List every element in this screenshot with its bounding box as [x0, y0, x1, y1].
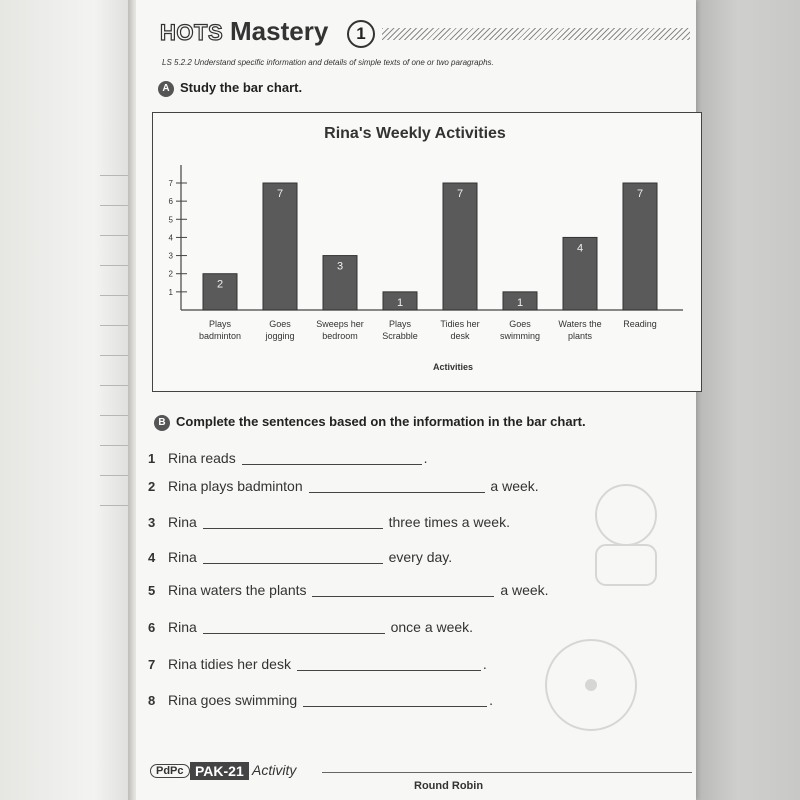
learning-standard: LS 5.2.2 Understand specific information and details of simple texts of one or two paragraphs.: [162, 58, 494, 67]
y-tick-label: 2: [168, 269, 173, 279]
bar-5: [443, 183, 477, 310]
bar-data-label: 7: [276, 188, 284, 200]
category-label: jogging: [265, 331, 295, 341]
sentence-2: 2 Rina plays badminton a week.: [148, 478, 539, 494]
footer-divider: [322, 772, 692, 773]
category-label: Plays: [208, 319, 232, 329]
left-page: [0, 0, 135, 800]
worksheet-page: [136, 0, 696, 800]
bar-data-label: 1: [516, 296, 524, 309]
page-title: Mastery: [230, 16, 329, 46]
sentence-8: 8 Rina goes swimming .: [148, 692, 493, 708]
chart-title: Rina's Weekly Activities: [324, 125, 506, 142]
y-tick-label: 5: [168, 215, 173, 225]
y-tick-label: 3: [168, 251, 173, 261]
answer-blank-1[interactable]: [242, 452, 422, 465]
sentence-1: 1 Rina reads .: [148, 450, 428, 466]
sentence-6: 6 Rina once a week.: [148, 619, 474, 635]
ferris-wheel-illustration: [536, 630, 646, 740]
section-b-heading: [154, 414, 586, 431]
bar-chart-frame: [152, 112, 702, 392]
bar-8: [623, 183, 657, 310]
bar-data-label: 7: [456, 188, 464, 200]
answer-blank-8[interactable]: [303, 694, 487, 707]
section-a-badge: A: [158, 81, 174, 97]
category-label: desk: [450, 331, 470, 341]
chart-axes: [169, 165, 683, 310]
category-label: Sweeps her: [316, 319, 364, 329]
category-label: bedroom: [322, 331, 358, 341]
bar-data-label: 1: [396, 296, 404, 309]
title-number: 1: [347, 20, 375, 48]
sentence-3: 3 Rina three times a week.: [148, 514, 510, 530]
sentence-7: 7 Rina tidies her desk .: [148, 656, 487, 672]
answer-blank-6[interactable]: [203, 621, 385, 634]
activity-technique: Round Robin: [414, 780, 484, 792]
y-tick-label: 1: [168, 287, 173, 297]
category-label: Scrabble: [382, 331, 418, 341]
y-tick-label: 7: [168, 179, 173, 188]
answer-blank-5[interactable]: [312, 584, 494, 597]
section-a-instruction: Study the bar chart.: [180, 80, 303, 95]
y-tick-label: 4: [168, 233, 173, 243]
bar-2: [263, 183, 297, 310]
boy-illustration: [566, 470, 686, 590]
section-a-heading: [158, 80, 302, 97]
section-b-badge: B: [154, 415, 170, 431]
answer-blank-2[interactable]: [309, 480, 485, 493]
category-label: Waters the: [558, 319, 602, 329]
x-axis-label: Activities: [432, 362, 474, 372]
category-label: badminton: [198, 331, 242, 341]
hots-logo: HOTS: [160, 20, 224, 45]
category-label: Plays: [388, 319, 412, 329]
category-label: Goes: [509, 319, 531, 329]
answer-blank-7[interactable]: [297, 658, 481, 671]
answer-blank-3[interactable]: [203, 516, 383, 529]
bar-chart: [153, 113, 701, 391]
activity-label: Activity: [252, 762, 297, 778]
pak21-badge: PAK-21: [190, 762, 249, 780]
category-label: plants: [567, 331, 593, 341]
section-b-instruction: Complete the sentences based on the information in the bar chart.: [176, 414, 586, 429]
answer-blank-4[interactable]: [203, 551, 383, 564]
bar-data-label: 7: [636, 188, 644, 200]
page-edge: [696, 0, 800, 800]
pdpc-badge: PdPc: [150, 764, 190, 778]
category-label: Reading: [623, 319, 657, 329]
category-label: Tidies her: [440, 319, 480, 329]
bar-data-label: 3: [336, 260, 344, 273]
category-label: swimming: [499, 331, 541, 341]
category-label: Goes: [269, 319, 291, 329]
sentence-5: 5 Rina waters the plants a week.: [148, 582, 549, 598]
y-tick-label: 6: [168, 197, 173, 207]
page-header: [160, 14, 690, 50]
bar-data-label: 2: [216, 278, 224, 291]
sentence-4: 4 Rina every day.: [148, 549, 453, 565]
header-hatch-decoration: [382, 28, 690, 40]
bar-data-label: 4: [576, 242, 584, 255]
